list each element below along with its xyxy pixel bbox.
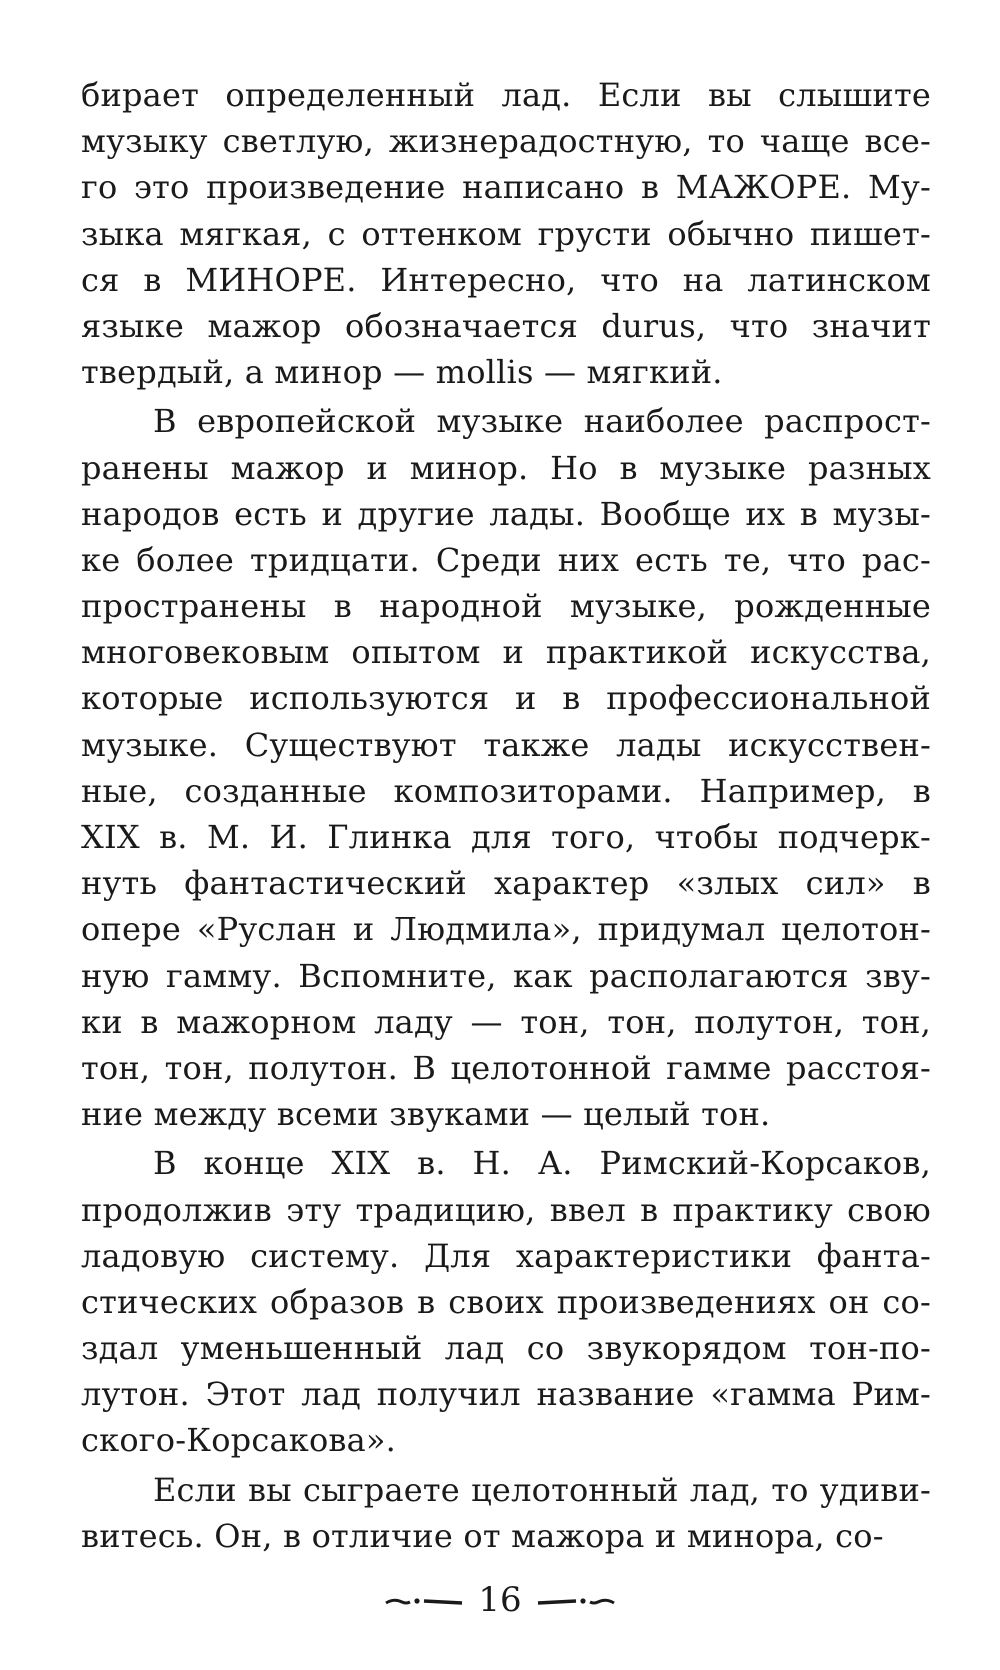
text-line: ладовую систему. Для характеристики фанта- bbox=[81, 1236, 931, 1275]
text-line: ке более тридцати. Среди них есть те, что рас- bbox=[81, 540, 931, 579]
paragraph bbox=[81, 1140, 931, 1463]
right-ornament-icon bbox=[536, 1590, 616, 1610]
text-line: которые используются и в профессиональной bbox=[81, 679, 931, 718]
text-line: В европейской музыке наиболее распрост- bbox=[153, 402, 931, 441]
text-line: продолжив эту традицию, ввел в практику свою bbox=[81, 1190, 931, 1229]
text-line: нуть фантастический характер «злых сил» в bbox=[81, 864, 931, 903]
text-line: опере «Руслан и Людмила», придумал целотон- bbox=[81, 910, 931, 949]
page-footer bbox=[0, 1575, 1000, 1625]
text-line: языке мажор обозначается durus, что значит bbox=[81, 306, 931, 345]
text-line: ние между всеми звуками — целый тон. bbox=[81, 1095, 771, 1134]
page-number: 16 bbox=[478, 1580, 522, 1620]
left-ornament-icon bbox=[384, 1590, 464, 1610]
text-line: го это произведение написано в МАЖОРЕ. Му- bbox=[81, 168, 931, 207]
text-line: стических образов в своих произведениях он со- bbox=[81, 1282, 931, 1321]
text-line: Если вы сыграете целотонный лад, то удиви- bbox=[153, 1470, 931, 1509]
text-line: XIX в. М. И. Глинка для того, чтобы подчерк- bbox=[81, 818, 931, 856]
text-line: ся в МИНОРЕ. Интересно, что на латинском bbox=[81, 260, 931, 299]
text-line: ную гамму. Вспомните, как располагаются зву- bbox=[81, 956, 931, 995]
text-line: ранены мажор и минор. Но в музыке разных bbox=[81, 448, 931, 487]
text-line: ные, созданные композиторами. Например, в bbox=[81, 771, 931, 810]
text-line: тон, тон, полутон. В целотонной гамме расстоя- bbox=[81, 1048, 931, 1087]
text-line: многовековым опытом и практикой искусства, bbox=[81, 633, 931, 672]
text-line: бирает определенный лад. Если вы слышите bbox=[81, 76, 931, 114]
text-line: лутон. Этот лад получил название «гамма Рим- bbox=[81, 1375, 931, 1414]
paragraph bbox=[81, 72, 931, 395]
text-line: В конце XIX в. Н. А. Римский-Корсаков, bbox=[153, 1144, 931, 1183]
page-body bbox=[81, 72, 931, 1559]
text-line: твердый, а минор — mollis — мягкий. bbox=[81, 353, 723, 392]
text-line: ки в мажорном ладу — тон, тон, полутон, тон, bbox=[81, 1002, 931, 1041]
text-line: народов есть и другие лады. Вообще их в музы- bbox=[81, 494, 931, 533]
paragraph bbox=[81, 398, 931, 1137]
text-line: музыку светлую, жизнерадостную, то чаще все- bbox=[81, 122, 931, 161]
paragraph bbox=[81, 1467, 931, 1559]
text-line: ского-Корсакова». bbox=[81, 1421, 397, 1460]
text-line: зыка мягкая, с оттенком грусти обычно пишет- bbox=[81, 214, 931, 253]
text-line: здал уменьшенный лад со звукорядом тон-по- bbox=[81, 1329, 931, 1368]
text-line: витесь. Он, в отличие от мажора и минора, со- bbox=[81, 1516, 884, 1555]
text-line: пространены в народной музыке, рожденные bbox=[81, 587, 931, 626]
text-line: музыке. Существуют также лады искусствен- bbox=[81, 725, 931, 764]
